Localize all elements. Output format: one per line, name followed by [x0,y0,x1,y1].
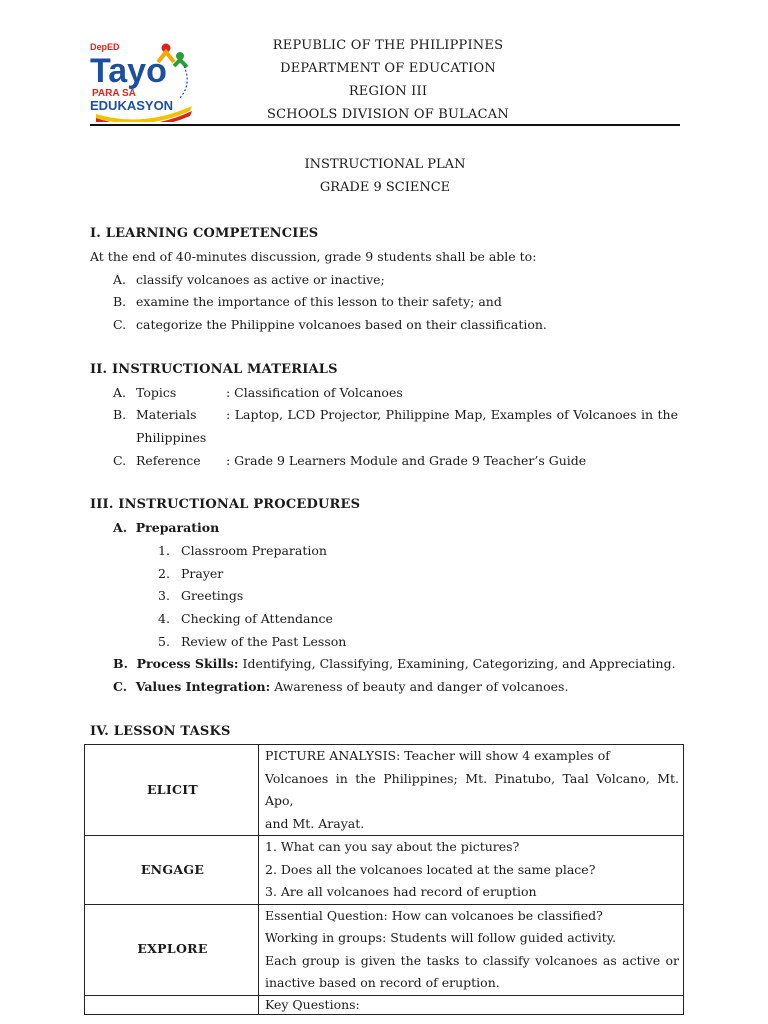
lesson-tasks-table [84,744,684,1015]
item-key: Materials [136,407,197,422]
step-text: Classroom Preparation [181,543,327,558]
item-value: : Grade 9 Learners Module and Grade 9 Teacher’s Guide [226,453,587,468]
description-line: Key Questions: [265,996,360,1012]
description-cell [259,836,684,905]
description-line: and Mt. Arayat. [265,815,365,831]
preparation-step [158,611,333,626]
plan-title: INSTRUCTIONAL PLAN [304,157,466,172]
logo-text-tayo: Tayo [90,52,167,90]
item-text: classify volcanoes as active or inactive; [136,272,385,287]
step-marker: 3. [158,588,170,603]
preparation-step [158,634,346,649]
item-marker: C. [113,317,127,332]
item-value-continued: Philippines [136,430,207,445]
header-republic: REPUBLIC OF THE PHILIPPINES [272,38,504,53]
stage-cell: ELICIT [85,745,259,836]
step-text: Checking of Attendance [181,611,333,626]
logo-text-edukasyon: EDUKASYON [90,98,174,113]
competency-item [113,272,385,287]
description-line: Working in groups: Students will follow guided activity. [265,930,617,945]
description-line: 2. Does all the volcanoes located at the same place? [265,861,596,877]
section-learning-competencies-heading: I. LEARNING COMPETENCIES [90,226,319,241]
description-line: 1. What can you say about the pictures? [265,839,520,854]
stage-cell: EXPLORE [85,904,259,995]
item-key: Reference [136,453,201,468]
preparation-step [158,566,223,581]
table-row [85,904,684,995]
description-line: Volcanoes in the Philippines; Mt. Pinatubo, Taal Volcano, Mt. Apo, [265,770,679,808]
description-line: 3. Are all volcanoes had record of eruption [265,884,537,899]
description-line: Each group is given the tasks to classify volcanoes as active or [265,952,679,968]
preparation-step [158,543,327,558]
stage-cell [85,995,259,1014]
preparation-step [158,588,243,603]
header-division: SCHOOLS DIVISION OF BULACAN [267,107,509,122]
item-key: Topics [136,385,177,400]
step-text: Review of the Past Lesson [181,634,347,649]
deped-tayo-logo [88,36,198,122]
description-cell [259,745,684,836]
values-integration-text: Awareness of beauty and danger of volcanoes. [270,679,569,694]
preparation-label: A. Preparation [113,520,220,535]
description-line: Essential Question: How can volcanoes be classified? [265,907,603,923]
process-skills-label: B. Process Skills: [113,656,239,671]
item-value: : Classification of Volcanoes [226,385,403,400]
step-marker: 5. [158,634,170,649]
logo-text-parasa: PARA SA [92,88,136,99]
description-line: inactive based on record of eruption. [265,975,500,990]
table-row [85,836,684,905]
item-marker: B. [113,407,127,422]
process-skills-text: Identifying, Classifying, Examining, Categorizing, and Appreciating. [238,656,676,671]
logo-text-deped: DepED [90,42,120,52]
description-line: PICTURE ANALYSIS: Teacher will show 4 examples of [265,748,610,763]
item-marker: C. [113,453,127,468]
item-marker: B. [113,294,127,309]
item-marker: A. [113,272,127,287]
table-row [85,995,684,1014]
competency-item [113,294,502,309]
values-integration-label: C. Values Integration: [113,679,271,694]
item-text: categorize the Philippine volcanoes based on their classification. [136,317,547,332]
step-marker: 2. [158,566,170,581]
header-region: REGION III [348,84,428,99]
competency-item [113,317,547,332]
header-department: DEPARTMENT OF EDUCATION [280,61,496,76]
item-value: : Laptop, LCD Projector, Philippine Map, Examples of Volcanoes in the [226,407,678,422]
step-marker: 4. [158,611,170,626]
plan-subtitle: GRADE 9 SCIENCE [319,180,451,195]
step-marker: 1. [158,543,170,558]
values-integration [113,679,568,694]
item-marker: A. [113,385,127,400]
description-cell [259,904,684,995]
competencies-intro: At the end of 40-minutes discussion, grade 9 students shall be able to: [90,249,537,264]
section-instructional-procedures-heading: III. INSTRUCTIONAL PROCEDURES [90,497,361,512]
section-instructional-materials-heading: II. INSTRUCTIONAL MATERIALS [90,362,338,377]
section-lesson-tasks-heading: IV. LESSON TASKS [90,724,231,739]
stage-cell: ENGAGE [85,836,259,905]
item-text: examine the importance of this lesson to their safety; and [136,294,502,309]
step-text: Prayer [181,566,224,581]
description-cell [259,995,684,1014]
process-skills [113,656,676,671]
table-row [85,745,684,836]
step-text: Greetings [181,588,244,603]
header-divider [90,124,680,126]
